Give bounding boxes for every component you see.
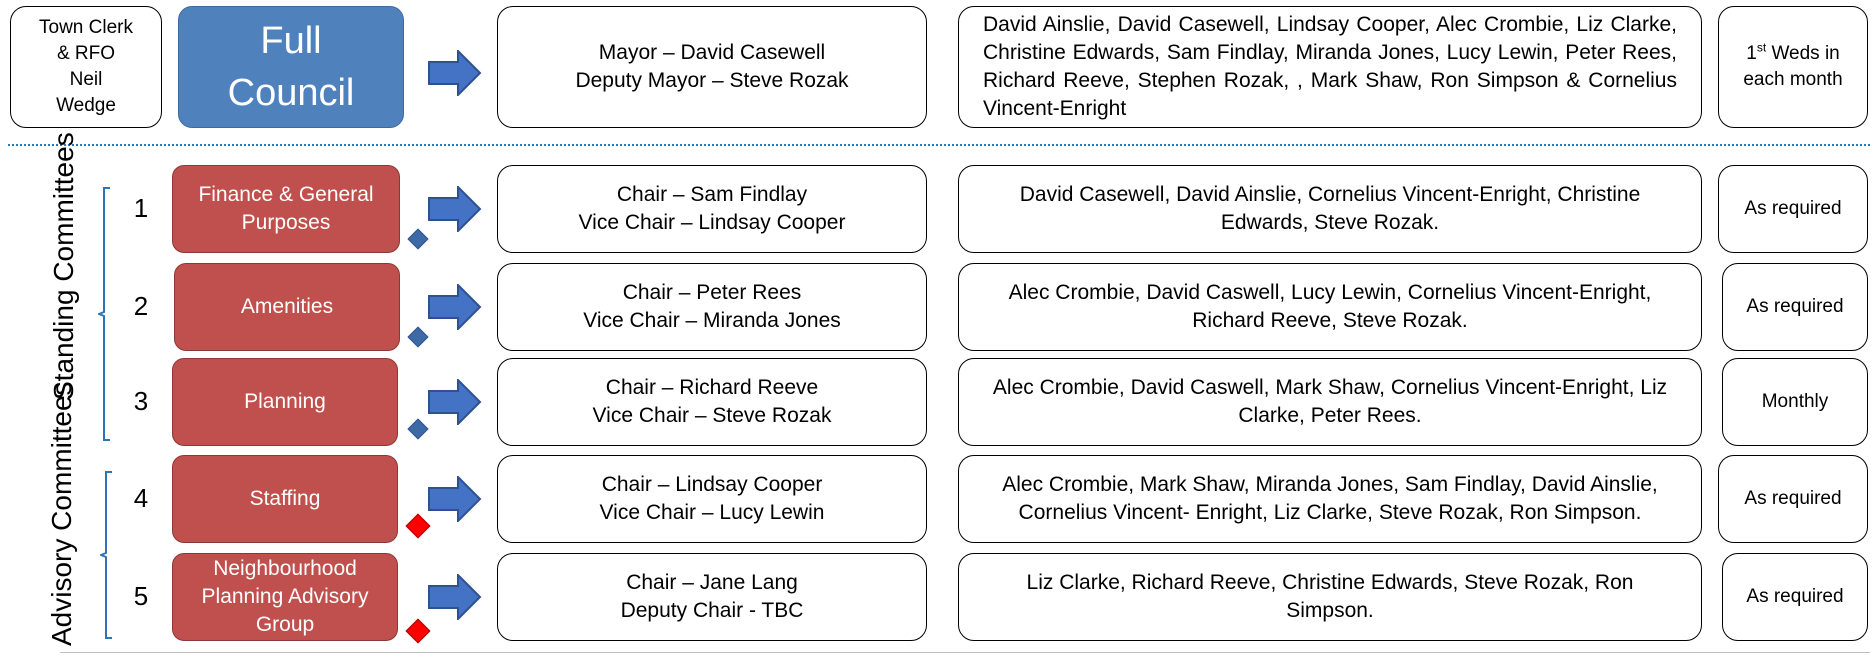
vice-chair-text: Vice Chair – Lindsay Cooper [578, 211, 846, 234]
role-line: Deputy Mayor – Steve Rozak [575, 69, 849, 92]
committee-roles-box [497, 263, 927, 351]
committee-members-box [958, 553, 1702, 641]
committee-name: Finance & General Purposes [198, 183, 374, 234]
committee-members-text: Liz Clarke, Richard Reeve, Christine Edwards, Steve Rozak, Ron Simpson. [1026, 571, 1634, 622]
chair-text: Chair – Lindsay Cooper [601, 473, 823, 496]
committee-roles-box [497, 358, 927, 446]
committee-frequency-box [1722, 553, 1868, 641]
clerk-line: Wedge [56, 95, 116, 116]
vice-chair-text: Vice Chair – Lucy Lewin [599, 501, 825, 524]
arrow-right-icon [428, 50, 482, 96]
frequency-day: 1 [1746, 43, 1757, 64]
committee-frequency-box [1718, 165, 1868, 253]
frequency-text: As required [1746, 586, 1844, 607]
clerk-line: & RFO [56, 43, 116, 64]
frequency-suffix: st [1756, 40, 1767, 55]
blue-diamond-icon [407, 228, 429, 250]
full-council-line: Council [227, 72, 355, 114]
full-council-box [178, 6, 404, 128]
vice-chair-text: Vice Chair – Miranda Jones [583, 309, 841, 332]
frequency-text: As required [1744, 488, 1842, 509]
frequency-text: As required [1746, 296, 1844, 317]
bottom-rule [60, 652, 1870, 653]
role-line: Mayor – David Casewell [598, 41, 826, 64]
frequency-text [1733, 41, 1853, 93]
full-council-roles-box [497, 6, 927, 128]
committee-name-box [172, 358, 398, 446]
committee-members-box [958, 358, 1702, 446]
full-council-members-text: David Ainslie, David Casewell, Lindsay Cooper, Alec Crombie, Liz Clarke, Christine Edwards, Sam Findlay, Miranda Jones, Lucy Lewin, Peter Rees, Richard Reeve, Stephen Rozak, , Mark Shaw, Ron Simpson & Cornelius Vincent-Enright [983, 13, 1677, 120]
committee-members-box [958, 263, 1702, 351]
committee-name-box [172, 165, 400, 253]
red-diamond-icon [405, 618, 431, 644]
committee-number: 4 [133, 483, 149, 513]
committee-members-text: Alec Crombie, Mark Shaw, Miranda Jones, Sam Findlay, David Ainslie, Cornelius Vincent- Enright, Liz Clarke, Steve Rozak, Ron Simpson. [1002, 473, 1658, 524]
committee-frequency-box [1718, 455, 1868, 543]
committee-name: Neighbourhood Planning Advisory Group [201, 557, 369, 636]
committee-name-box [174, 263, 400, 351]
advisory-bracket [100, 470, 114, 640]
blue-diamond-icon [407, 418, 429, 440]
committee-number: 5 [133, 581, 149, 611]
committee-number: 1 [133, 193, 149, 223]
blue-diamond-icon [407, 326, 429, 348]
frequency-rest: Weds in each month [1743, 43, 1843, 90]
arrow-right-icon [428, 186, 482, 232]
full-council-line: Full [260, 20, 322, 62]
arrow-right-icon [428, 574, 482, 620]
committee-number: 3 [133, 386, 149, 416]
committee-frequency-box [1722, 358, 1868, 446]
group-label-line: Committees [46, 381, 77, 531]
chair-text: Chair – Jane Lang [626, 571, 798, 594]
full-council-frequency-box [1718, 6, 1868, 128]
clerk-line: Neil [69, 69, 103, 90]
chair-text: Chair – Sam Findlay [616, 183, 808, 206]
group-label-line: Advisory [46, 538, 77, 646]
committee-name-box [172, 455, 398, 543]
committee-name: Planning [244, 390, 326, 413]
group-label-line: Committees [48, 132, 79, 282]
committee-roles-box [497, 165, 927, 253]
full-council-members-box [958, 6, 1702, 128]
town-clerk-box [10, 6, 162, 128]
committee-members-text: David Casewell, David Ainslie, Cornelius Vincent-Enright, Christine Edwards, Steve Rozak. [1019, 183, 1641, 234]
clerk-line: Town Clerk [39, 17, 133, 38]
section-divider [8, 144, 1870, 146]
committee-frequency-box [1722, 263, 1868, 351]
committee-name-box [172, 553, 398, 641]
committee-members-text: Alec Crombie, David Caswell, Mark Shaw, Cornelius Vincent-Enright, Liz Clarke, Peter Rees. [992, 376, 1668, 427]
chair-text: Chair – Richard Reeve [605, 376, 819, 399]
chair-text: Chair – Peter Rees [622, 281, 802, 304]
frequency-text: As required [1744, 198, 1842, 219]
arrow-right-icon [428, 476, 482, 522]
group-label-line: Standing [48, 289, 79, 400]
frequency-text: Monthly [1761, 391, 1829, 412]
standing-bracket [98, 186, 112, 442]
committee-name: Staffing [249, 487, 321, 510]
committee-roles-box [497, 455, 927, 543]
committee-name: Amenities [240, 295, 334, 318]
committee-number: 2 [133, 291, 149, 321]
committee-members-text: Alec Crombie, David Caswell, Lucy Lewin, Cornelius Vincent-Enright, Richard Reeve, Steve Rozak. [1008, 281, 1652, 332]
committee-members-box [958, 455, 1702, 543]
vice-chair-text: Deputy Chair - TBC [620, 599, 804, 622]
arrow-right-icon [428, 379, 482, 425]
vice-chair-text: Vice Chair – Steve Rozak [592, 404, 832, 427]
arrow-right-icon [428, 284, 482, 330]
committee-members-box [958, 165, 1702, 253]
committee-roles-box [497, 553, 927, 641]
